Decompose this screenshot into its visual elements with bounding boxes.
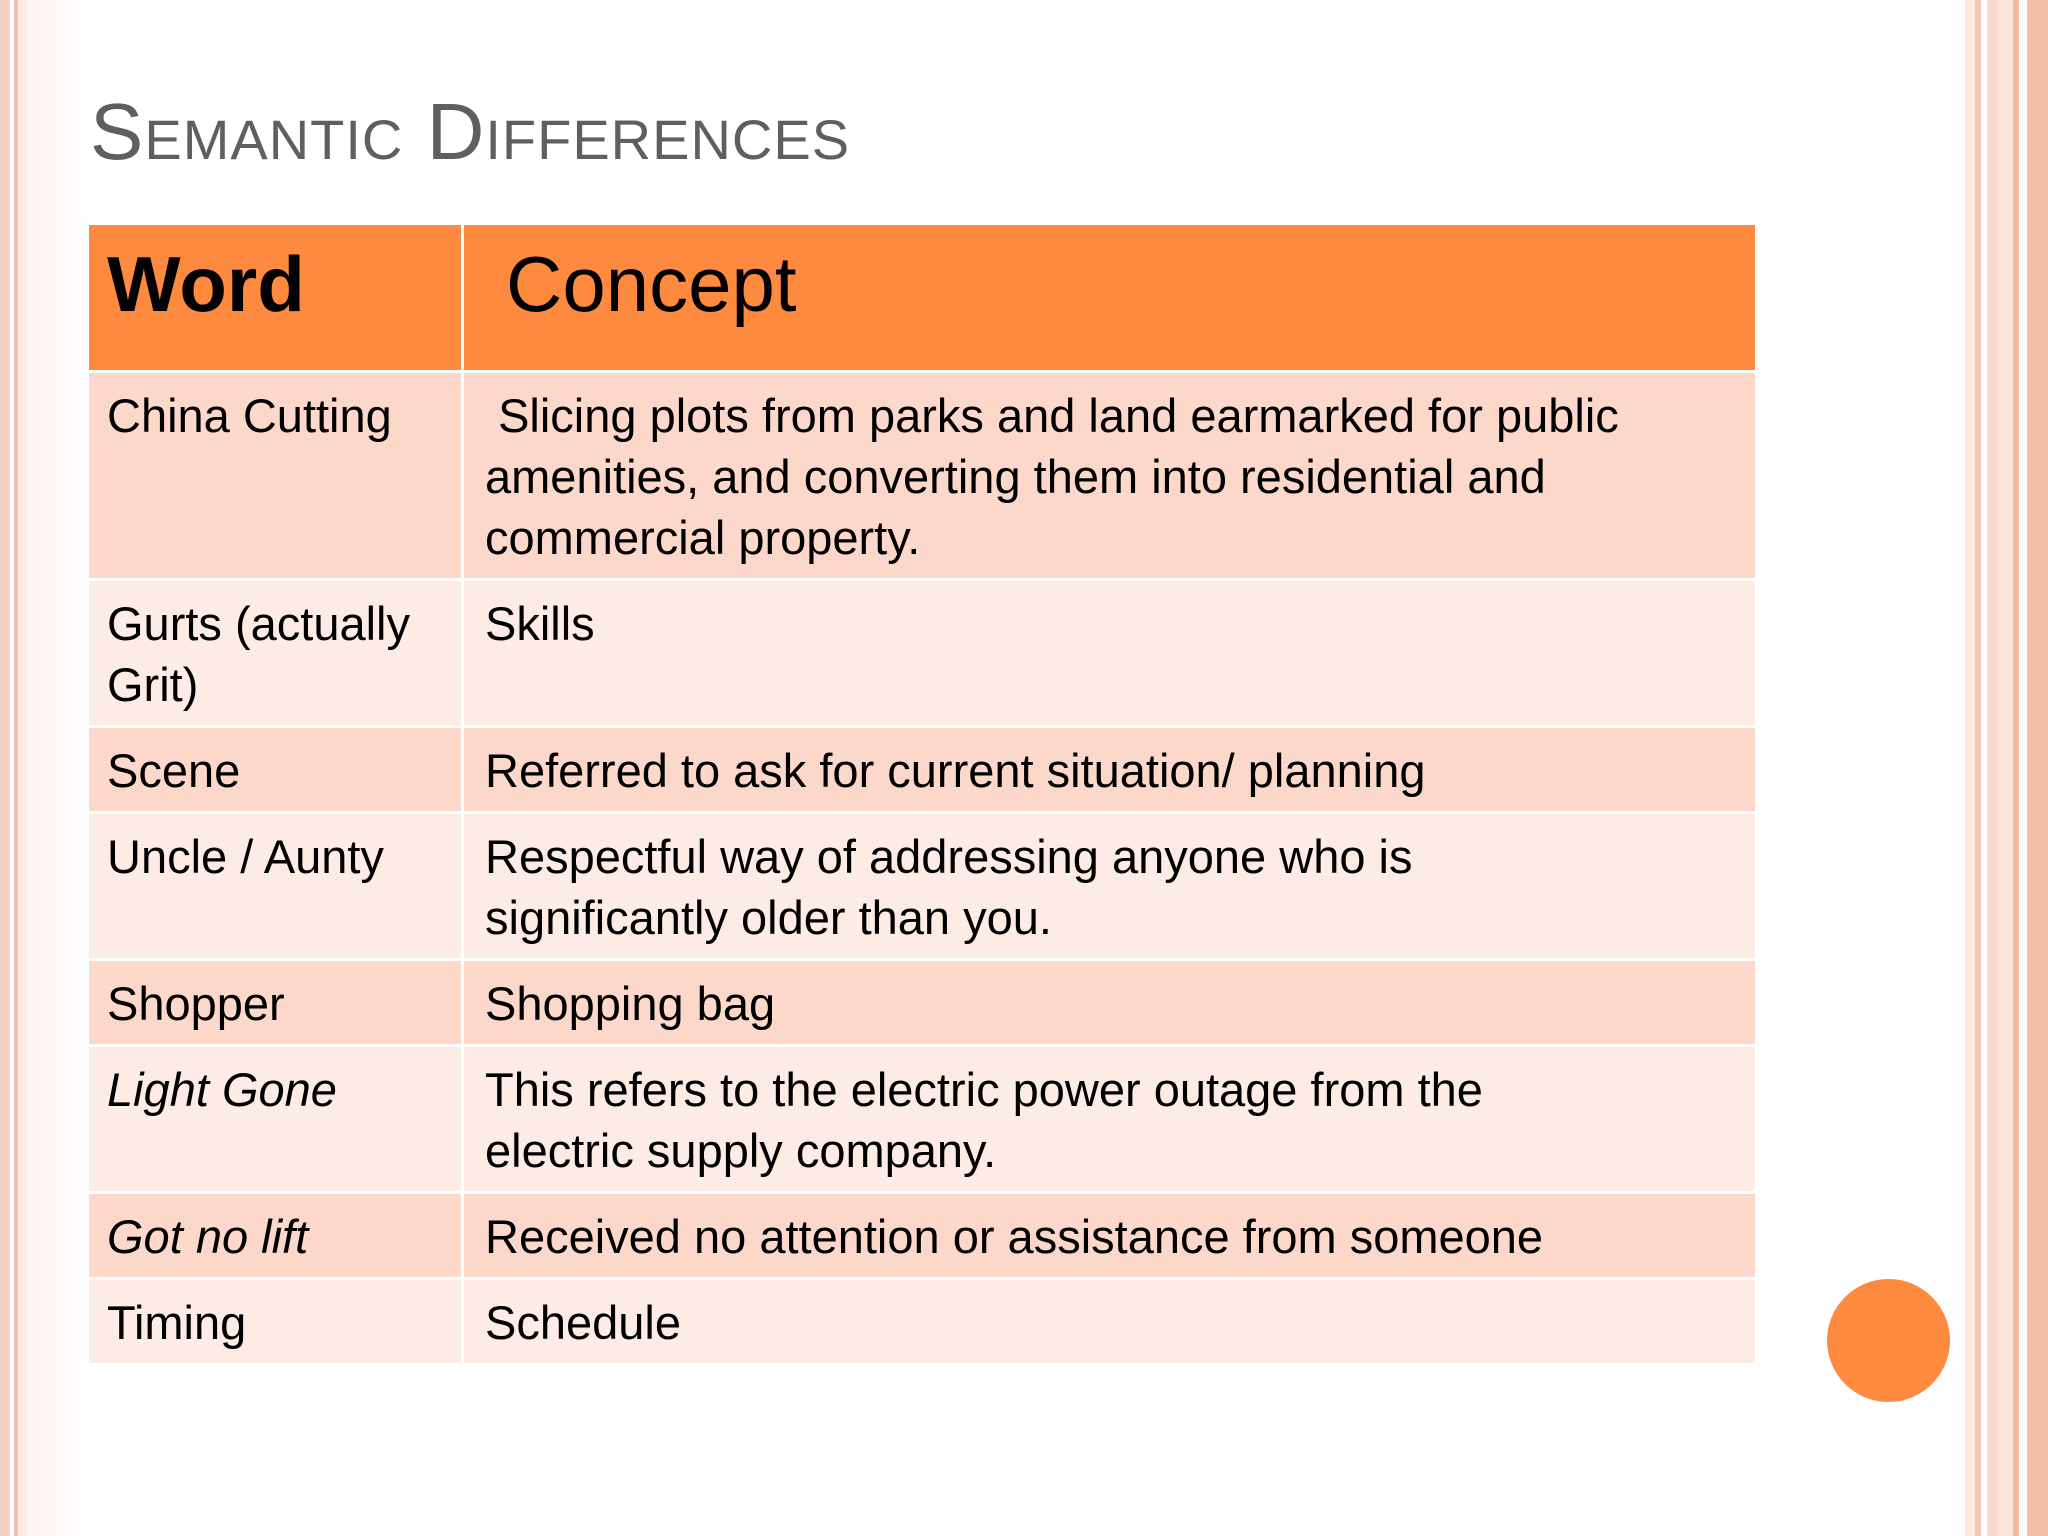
right-shaded-band: [1965, 0, 1975, 1536]
table-row: [88, 1046, 1757, 1193]
glossary-table: [86, 222, 1758, 1366]
table-row: [88, 1279, 1757, 1365]
cell-word: China Cutting: [88, 372, 463, 580]
cell-word: Timing: [88, 1279, 463, 1365]
cell-word: Gurts (actually Grit): [88, 580, 463, 727]
cell-word: Uncle / Aunty: [88, 813, 463, 960]
decorative-circle: [1827, 1279, 1950, 1402]
table-row: [88, 813, 1757, 960]
table-row: [88, 727, 1757, 813]
cell-concept: Received no attention or assistance from someone: [463, 1193, 1757, 1279]
background-wash: [26, 0, 86, 1536]
cell-concept: Slicing plots from parks and land earmarked for public amenities, and converting them into residential and commercial property.: [463, 372, 1757, 580]
table-row: [88, 1193, 1757, 1279]
slide-title: Semantic Differences: [90, 87, 851, 176]
cell-word: Shopper: [88, 960, 463, 1046]
cell-concept: Respectful way of addressing anyone who is significantly older than you.: [463, 813, 1757, 960]
cell-concept: Schedule: [463, 1279, 1757, 1365]
cell-concept: This refers to the electric power outage from the electric supply company.: [463, 1046, 1757, 1193]
header-concept: Concept: [463, 224, 1757, 372]
cell-word: Scene: [88, 727, 463, 813]
header-word: Word: [88, 224, 463, 372]
table-row: [88, 580, 1757, 727]
left-decorative-border: [0, 0, 26, 1536]
table-header-row: [88, 224, 1757, 372]
cell-concept: Skills: [463, 580, 1757, 727]
table-row: [88, 372, 1757, 580]
cell-concept: Referred to ask for current situation/ planning: [463, 727, 1757, 813]
cell-word: Got no lift: [88, 1193, 463, 1279]
cell-concept: Shopping bag: [463, 960, 1757, 1046]
cell-word: Light Gone: [88, 1046, 463, 1193]
right-decorative-stripes: [1975, 0, 2048, 1536]
table-row: [88, 960, 1757, 1046]
